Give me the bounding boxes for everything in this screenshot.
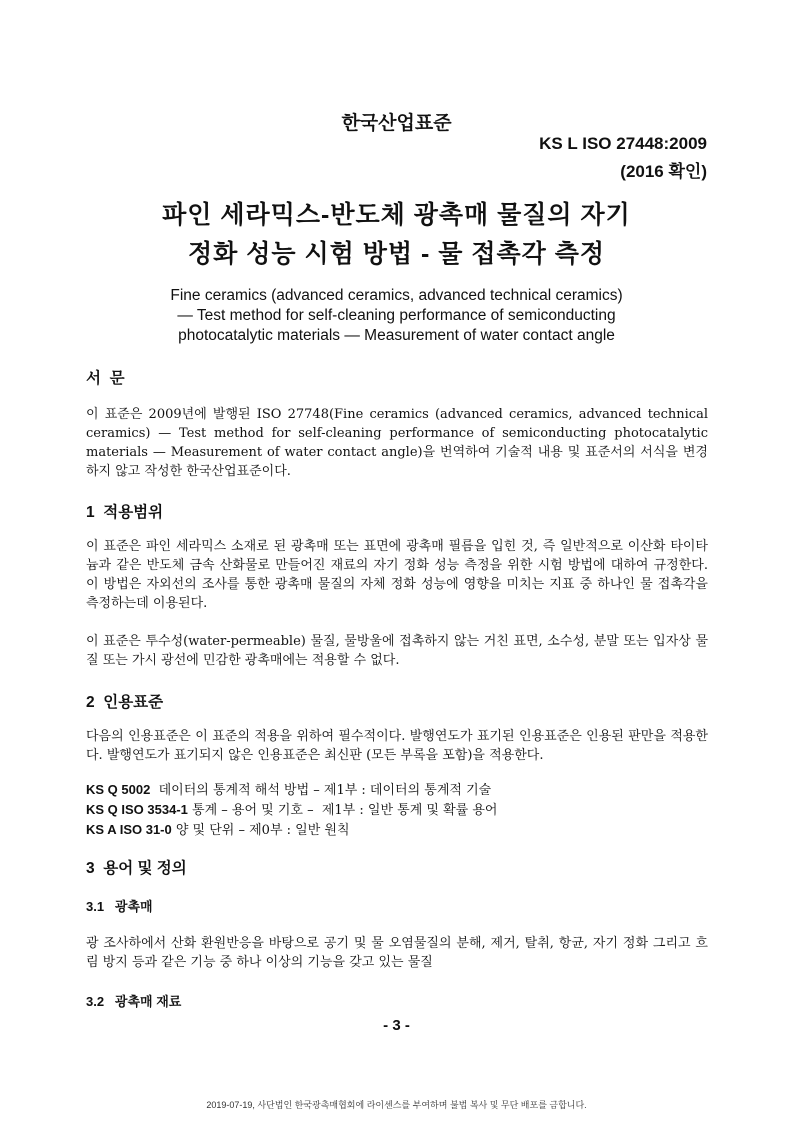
reference-code: KS Q ISO 3534-1: [86, 802, 188, 817]
reference-code: KS Q 5002: [86, 782, 151, 797]
section2-heading: 2 인용표준: [86, 694, 164, 711]
title-english-line3: photocatalytic materials — Measurement of water contact angle: [178, 327, 615, 344]
title-english-line1: Fine ceramics (advanced ceramics, advanced technical ceramics): [170, 287, 623, 304]
preface-text: 이 표준은 2009년에 발행된 ISO 27748(Fine ceramics (advanced ceramics, advanced technical ceramics) — Test method for self-cleaning performance of semiconducting photocatalytic materials — Measurement of water contact angle)을 번역하여 기술적 내용 및 표준서의 서식을 변경하지 않고 작성한 한국산업표준이다.: [86, 407, 708, 479]
title-english-line2: — Test method for self-cleaning performance of semiconducting: [177, 307, 616, 324]
reference-desc: 양 및 단위 – 제0부 : 일반 원칙: [171, 823, 350, 838]
section1-paragraph2: 이 표준은 투수성(water-permeable) 물질, 물방울에 접촉하지 않는 거친 표면, 소수성, 분말 또는 입자상 물질 또는 가시 광선에 민감한 광촉매에는 적용할 수 없다.: [86, 634, 708, 668]
reference-desc: 통계 – 용어 및 기호 – 제1부 : 일반 통계 및 확률 용어: [187, 803, 498, 818]
license-footer: 2019-07-19, 사단법인 한국광촉매협회에 라이센스를 부여하며 불법 복사 및 무단 배포를 금합니다.: [206, 1100, 587, 1110]
reference-item: [86, 780, 491, 800]
reference-desc: 데이터의 통계적 해석 방법 – 제1부 : 데이터의 통계적 기술: [150, 783, 492, 798]
section1-heading: 1 적용범위: [86, 504, 164, 521]
section3-1-text: 광 조사하에서 산화 환원반응을 바탕으로 공기 및 물 오염물질의 분해, 제거, 탈취, 항균, 자기 정화 그리고 흐림 방지 등과 같은 기능 중 하나 이상의 기능을 갖고 있는 물질: [86, 936, 708, 970]
section1-paragraph1: 이 표준은 파인 세라믹스 소재로 된 광촉매 또는 표면에 광촉매 필름을 입힌 것, 즉 일반적으로 이산화 타이타늄과 같은 반도체 금속 산화물로 만들어진 재료의 자기 정화 성능 측정을 위한 시험 방법에 대하여 규정한다. 이 방법은 자외선의 조사를 통한 광촉매 물질의 자체 정화 성능에 영향을 미치는 지표 중 하나인 물 접촉각을 측정하는데 이용된다.: [86, 539, 708, 611]
reference-item: [86, 800, 497, 820]
section3-1-heading: 3.1 광촉매: [86, 899, 153, 914]
page-number: - 3 -: [383, 1017, 410, 1034]
section2-paragraph: 다음의 인용표준은 이 표준의 적용을 위하여 필수적이다. 발행연도가 표기된 인용표준은 인용된 판만을 적용한다. 발행연도가 표기되지 않은 인용표준은 최신판 (모든 부록을 포함)을 적용한다.: [86, 729, 708, 763]
title-korean-line2: 정화 성능 시험 방법 - 물 접촉각 측정: [187, 240, 606, 268]
standard-label: 한국산업표준: [341, 113, 452, 134]
section3-heading: 3 용어 및 정의: [86, 860, 187, 877]
preface-heading: 서 문: [86, 370, 125, 387]
confirmation-year: (2016 확인): [620, 162, 707, 181]
reference-item: [86, 820, 350, 840]
reference-code: KS A ISO 31-0: [86, 822, 172, 837]
title-korean-line1: 파인 세라믹스-반도체 광촉매 물질의 자기: [162, 201, 631, 229]
standard-number: KS L ISO 27448:2009: [539, 134, 707, 153]
section3-2-heading: 3.2 광촉매 재료: [86, 994, 182, 1009]
